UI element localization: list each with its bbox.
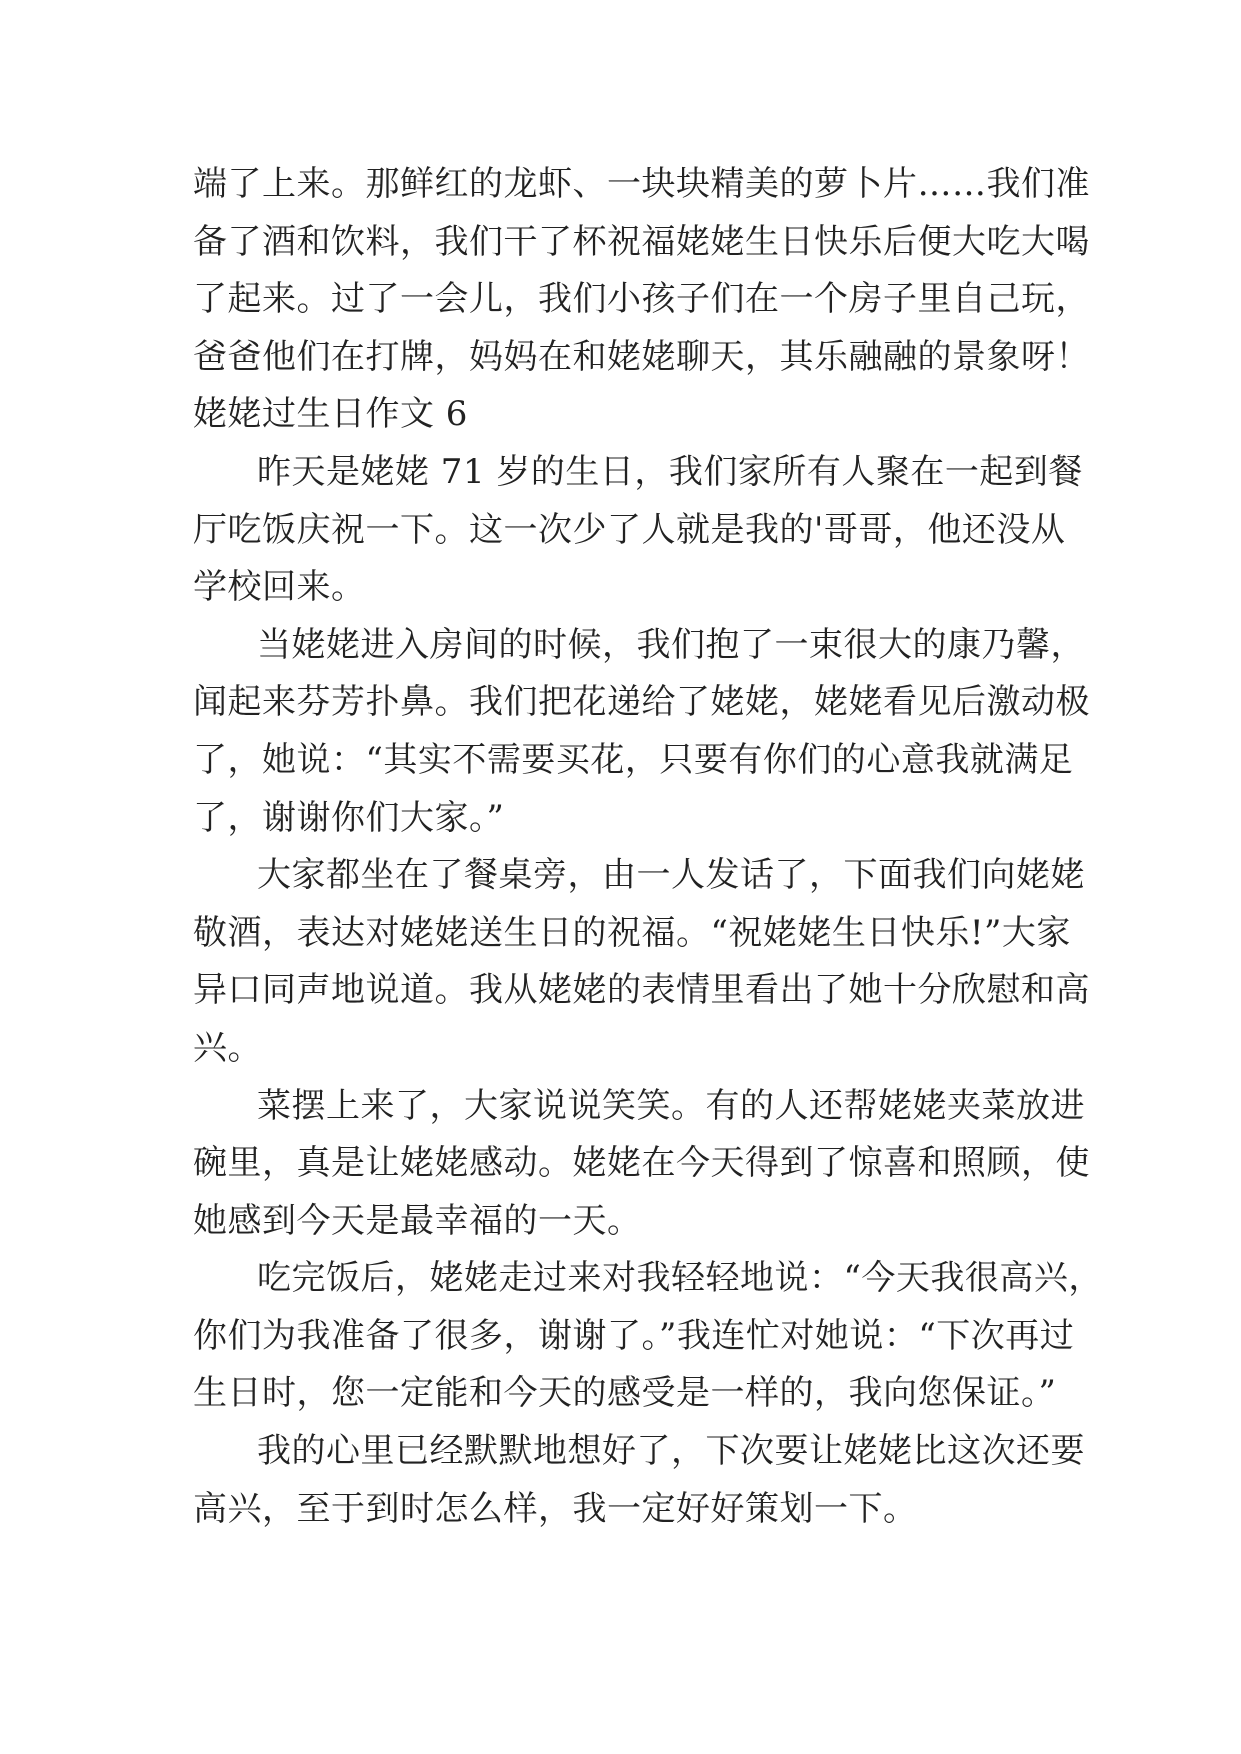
text-line: 她感到今天是最幸福的一天。	[193, 1200, 642, 1241]
text-line: 吃完饭后，姥姥走过来对我轻轻地说：“今天我很高兴，	[257, 1258, 1103, 1299]
text-line: 大家都坐在了餐桌旁，由一人发话了，下面我们向姥姥	[257, 855, 1085, 896]
text-line: 敬酒，表达对姥姥送生日的祝福。“祝姥姥生日快乐!”大家	[193, 912, 1071, 953]
text-line: 兴。	[193, 1027, 262, 1068]
text-line: 菜摆上来了，大家说说笑笑。有的人还帮姥姥夹菜放进	[257, 1085, 1085, 1126]
text-line: 爸爸他们在打牌，妈妈在和姥姥聊天，其乐融融的景象呀！	[193, 336, 1090, 377]
text-line: 你们为我准备了很多，谢谢了。”我连忙对她说：“下次再过	[193, 1315, 1075, 1356]
text-line: 我的心里已经默默地想好了，下次要让姥姥比这次还要	[257, 1431, 1085, 1472]
essay-text	[193, 156, 1103, 1538]
text-line: 了起来。过了一会儿，我们小孩子们在一个房子里自己玩，	[193, 279, 1090, 320]
text-line: 备了酒和饮料，我们干了杯祝福姥姥生日快乐后便大吃大喝	[193, 221, 1090, 262]
text-line: 异口同声地说道。我从姥姥的表情里看出了她十分欣慰和高	[193, 970, 1090, 1011]
text-line: 生日时，您一定能和今天的感受是一样的，我向您保证。”	[193, 1373, 1057, 1414]
text-line: 学校回来。	[193, 567, 366, 608]
text-line: 昨天是姥姥 71 岁的生日，我们家所有人聚在一起到餐	[257, 451, 1083, 492]
text-line: 当姥姥进入房间的时候，我们抱了一束很大的康乃馨，	[257, 624, 1085, 665]
section-heading: 姥姥过生日作文 6	[193, 394, 468, 435]
text-line: 厅吃饭庆祝一下。这一次少了人就是我的'哥哥，他还没从	[193, 509, 1066, 550]
text-line: 端了上来。那鲜红的龙虾、一块块精美的萝卜片……我们准	[193, 164, 1090, 204]
text-line: 了，她说：“其实不需要买花，只要有你们的心意我就满足	[193, 739, 1074, 780]
text-line: 高兴，至于到时怎么样，我一定好好策划一下。	[193, 1488, 918, 1529]
text-line: 闻起来芬芳扑鼻。我们把花递给了姥姥，姥姥看见后激动极	[193, 682, 1090, 723]
text-line: 了，谢谢你们大家。”	[193, 797, 505, 838]
text-line: 碗里，真是让姥姥感动。姥姥在今天得到了惊喜和照顾，使	[193, 1143, 1090, 1184]
